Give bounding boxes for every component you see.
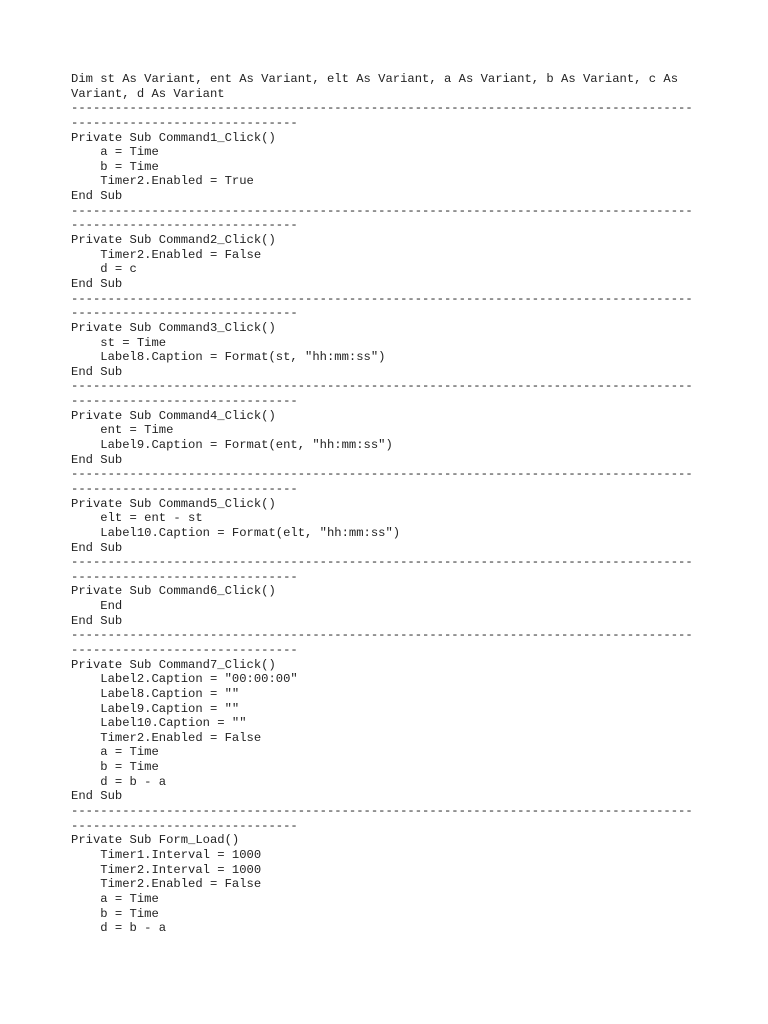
code-line: Timer2.Enabled = False (71, 247, 262, 262)
code-line: ------------------------------- (71, 306, 298, 321)
code-line: ------------------------------------------------------------------------------------- (71, 555, 693, 570)
code-line: ------------------------------------------------------------------------------------- (71, 379, 693, 394)
code-line: ------------------------------------------------------------------------------------- (71, 203, 693, 218)
code-line: ent = Time (71, 423, 174, 438)
code-line: Timer2.Enabled = False (71, 877, 262, 892)
code-line: Label10.Caption = Format(elt, "hh:mm:ss") (71, 525, 401, 540)
code-line: ------------------------------------------------------------------------------------- (71, 628, 693, 643)
code-document (71, 72, 701, 936)
code-line: End Sub (71, 540, 123, 555)
code-line: b = Time (71, 159, 159, 174)
code-line: End Sub (71, 452, 123, 467)
code-line: Label8.Caption = Format(st, "hh:mm:ss") (71, 350, 386, 365)
code-line: d = b - a (71, 921, 167, 936)
code-line: Private Sub Command5_Click() (71, 496, 276, 511)
code-line: Label9.Caption = Format(ent, "hh:mm:ss") (71, 438, 393, 453)
code-line: elt = ent - st (71, 511, 203, 526)
code-line: Timer2.Interval = 1000 (71, 862, 262, 877)
code-line: ------------------------------- (71, 569, 298, 584)
code-line: Private Sub Command7_Click() (71, 657, 276, 672)
code-line: d = c (71, 262, 137, 277)
code-line: b = Time (71, 906, 159, 921)
code-line: ------------------------------- (71, 394, 298, 409)
code-line: Label10.Caption = "" (71, 716, 247, 731)
code-line: ------------------------------- (71, 642, 298, 657)
code-line: Private Sub Command2_Click() (71, 233, 276, 248)
code-line: Timer2.Enabled = True (71, 174, 254, 189)
code-line: ------------------------------------------------------------------------------------- (71, 101, 693, 116)
code-line: Variant, d As Variant (71, 86, 225, 101)
code-line: ------------------------------------------------------------------------------------- (71, 291, 693, 306)
code-line: d = b - a (71, 774, 167, 789)
code-line: ------------------------------------------------------------------------------------- (71, 804, 693, 819)
code-line: a = Time (71, 891, 159, 906)
code-line: End Sub (71, 364, 123, 379)
code-line: Label8.Caption = "" (71, 686, 240, 701)
code-line: Private Sub Command1_Click() (71, 130, 276, 145)
code-line: ------------------------------- (71, 115, 298, 130)
code-line: Label9.Caption = "" (71, 701, 240, 716)
code-line: ------------------------------- (71, 218, 298, 233)
code-line: Private Sub Command3_Click() (71, 320, 276, 335)
code-line: b = Time (71, 760, 159, 775)
code-line: End Sub (71, 276, 123, 291)
code-line: Dim st As Variant, ent As Variant, elt As Variant, a As Variant, b As Variant, c As (71, 72, 679, 86)
code-line: ------------------------------- (71, 481, 298, 496)
code-line: Label2.Caption = "00:00:00" (71, 672, 298, 687)
code-line: End Sub (71, 789, 123, 804)
code-line: End (71, 599, 123, 614)
code-line: Timer1.Interval = 1000 (71, 847, 262, 862)
code-line: Private Sub Form_Load() (71, 833, 240, 848)
code-line: End Sub (71, 189, 123, 204)
code-line: ------------------------------- (71, 818, 298, 833)
code-line: Timer2.Enabled = False (71, 730, 262, 745)
code-line: st = Time (71, 335, 167, 350)
code-line: a = Time (71, 145, 159, 160)
code-line: ------------------------------------------------------------------------------------- (71, 467, 693, 482)
code-line: a = Time (71, 745, 159, 760)
code-line: Private Sub Command6_Click() (71, 584, 276, 599)
code-line: Private Sub Command4_Click() (71, 408, 276, 423)
code-line: End Sub (71, 613, 123, 628)
